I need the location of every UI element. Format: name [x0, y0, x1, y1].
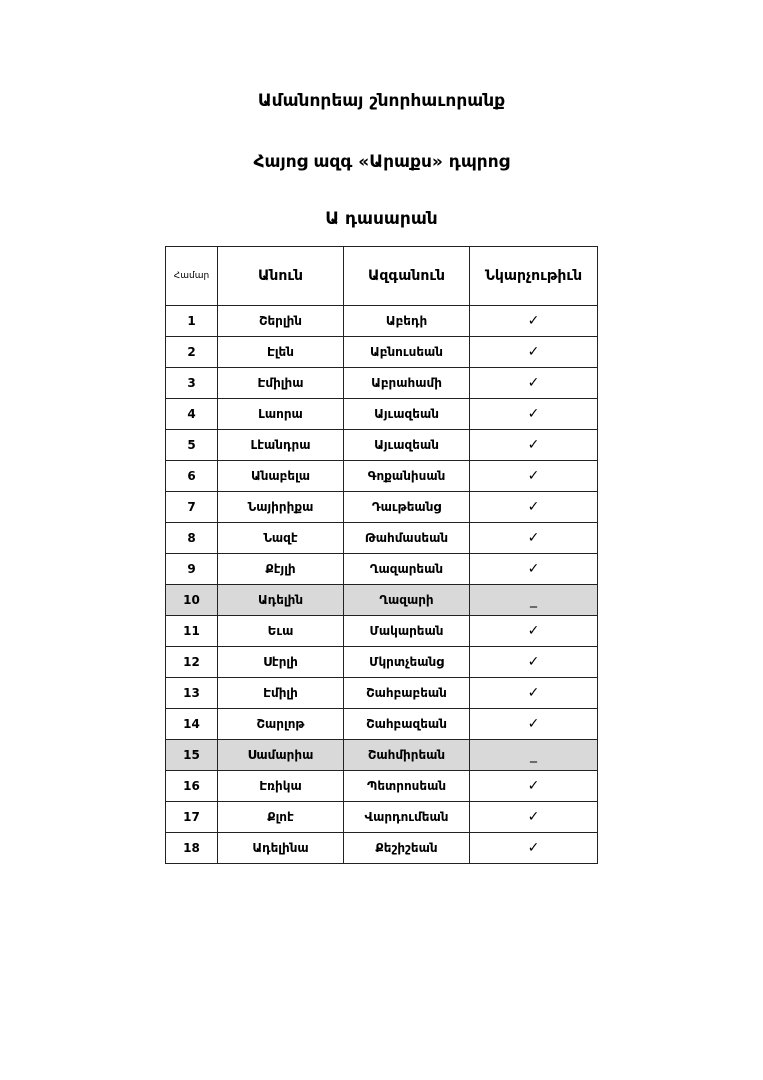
table-row	[166, 306, 598, 337]
checkmark-icon: ✓	[470, 833, 598, 864]
cell-first-name: Էռիկա	[218, 771, 344, 802]
cell-number: 10	[166, 585, 218, 616]
cell-number: 14	[166, 709, 218, 740]
cell-last-name: Ղազարի	[344, 585, 470, 616]
cell-number: 13	[166, 678, 218, 709]
checkmark-icon: ✓	[470, 461, 598, 492]
cell-last-name: Աբեդի	[344, 306, 470, 337]
cell-last-name: Դաւթեանց	[344, 492, 470, 523]
table-row	[166, 430, 598, 461]
table-row	[166, 771, 598, 802]
cell-last-name: Պետրոսեան	[344, 771, 470, 802]
document-title: Ամանորեայ շնորհաւորանք	[257, 91, 506, 111]
cell-first-name: Անաբելա	[218, 461, 344, 492]
checkmark-icon: ✓	[470, 616, 598, 647]
cell-first-name: Ադելինա	[218, 833, 344, 864]
table-row	[166, 678, 598, 709]
cell-last-name: Ղազարեան	[344, 554, 470, 585]
cell-number: 1	[166, 306, 218, 337]
checkmark-icon: ✓	[470, 368, 598, 399]
table-row	[166, 492, 598, 523]
cell-last-name: Աբրահամի	[344, 368, 470, 399]
cell-last-name: Այւազեան	[344, 430, 470, 461]
header-last-name: Ազգանուն	[344, 247, 470, 306]
cell-number: 6	[166, 461, 218, 492]
cell-last-name: Գոքանիսան	[344, 461, 470, 492]
checkmark-icon: ✓	[470, 678, 598, 709]
cell-number: 17	[166, 802, 218, 833]
cell-first-name: Լէանդրա	[218, 430, 344, 461]
table-row	[166, 740, 598, 771]
header-first-name: Անուն	[218, 247, 344, 306]
school-name: Հայոց ազգ «Արաքս» դպրոց	[253, 152, 510, 172]
cell-number: 12	[166, 647, 218, 678]
checkmark-icon: ✓	[470, 337, 598, 368]
cell-last-name: Շահմիրեան	[344, 740, 470, 771]
cell-first-name: Նազէ	[218, 523, 344, 554]
checkmark-icon: ✓	[470, 771, 598, 802]
cell-number: 9	[166, 554, 218, 585]
class-name: Ա դասարան	[325, 209, 438, 229]
cell-last-name: Աբնուսեան	[344, 337, 470, 368]
cell-first-name: Լաորա	[218, 399, 344, 430]
checkmark-icon: ✓	[470, 492, 598, 523]
checkmark-icon: ✓	[470, 306, 598, 337]
cell-first-name: Քէյլի	[218, 554, 344, 585]
checkmark-icon: ✓	[470, 647, 598, 678]
table-row	[166, 461, 598, 492]
table-row	[166, 399, 598, 430]
table-row	[166, 585, 598, 616]
table-row	[166, 833, 598, 864]
cell-first-name: Էլեն	[218, 337, 344, 368]
cell-first-name: Էմիլիա	[218, 368, 344, 399]
cell-first-name: Շերլին	[218, 306, 344, 337]
cell-last-name: Այւազեան	[344, 399, 470, 430]
cell-last-name: Վարդումեան	[344, 802, 470, 833]
cell-last-name: Մակարեան	[344, 616, 470, 647]
cell-mark-dash: _	[470, 740, 598, 771]
table-row	[166, 368, 598, 399]
checkmark-icon: ✓	[470, 802, 598, 833]
table-row	[166, 616, 598, 647]
cell-number: 4	[166, 399, 218, 430]
table-row	[166, 337, 598, 368]
cell-number: 16	[166, 771, 218, 802]
cell-number: 15	[166, 740, 218, 771]
cell-last-name: Քեշիշեան	[344, 833, 470, 864]
cell-last-name: Շահբազեան	[344, 709, 470, 740]
table-row	[166, 647, 598, 678]
table-row	[166, 709, 598, 740]
cell-last-name: Շահբաբեան	[344, 678, 470, 709]
checkmark-icon: ✓	[470, 709, 598, 740]
cell-number: 8	[166, 523, 218, 554]
cell-first-name: Շարլոթ	[218, 709, 344, 740]
cell-first-name: Նայիրիքա	[218, 492, 344, 523]
cell-first-name: Սէրլի	[218, 647, 344, 678]
cell-first-name: Ադելին	[218, 585, 344, 616]
cell-last-name: Թահմասեան	[344, 523, 470, 554]
cell-number: 2	[166, 337, 218, 368]
table-header-row	[166, 247, 598, 306]
checkmark-icon: ✓	[470, 430, 598, 461]
cell-number: 5	[166, 430, 218, 461]
table-row	[166, 802, 598, 833]
table-row	[166, 554, 598, 585]
table-row	[166, 523, 598, 554]
checkmark-icon: ✓	[470, 523, 598, 554]
cell-number: 7	[166, 492, 218, 523]
checkmark-icon: ✓	[470, 399, 598, 430]
cell-last-name: Մկրտչեանց	[344, 647, 470, 678]
header-number: Համար	[166, 247, 218, 306]
cell-first-name: Սամարիա	[218, 740, 344, 771]
table-body	[166, 306, 598, 864]
cell-first-name: Եւա	[218, 616, 344, 647]
cell-number: 11	[166, 616, 218, 647]
cell-first-name: Քլոէ	[218, 802, 344, 833]
cell-number: 18	[166, 833, 218, 864]
checkmark-icon: ✓	[470, 554, 598, 585]
student-table	[165, 246, 598, 864]
cell-mark-dash: _	[470, 585, 598, 616]
cell-first-name: Էմիլի	[218, 678, 344, 709]
header-drawing: Նկարչութիւն	[470, 247, 598, 306]
cell-number: 3	[166, 368, 218, 399]
